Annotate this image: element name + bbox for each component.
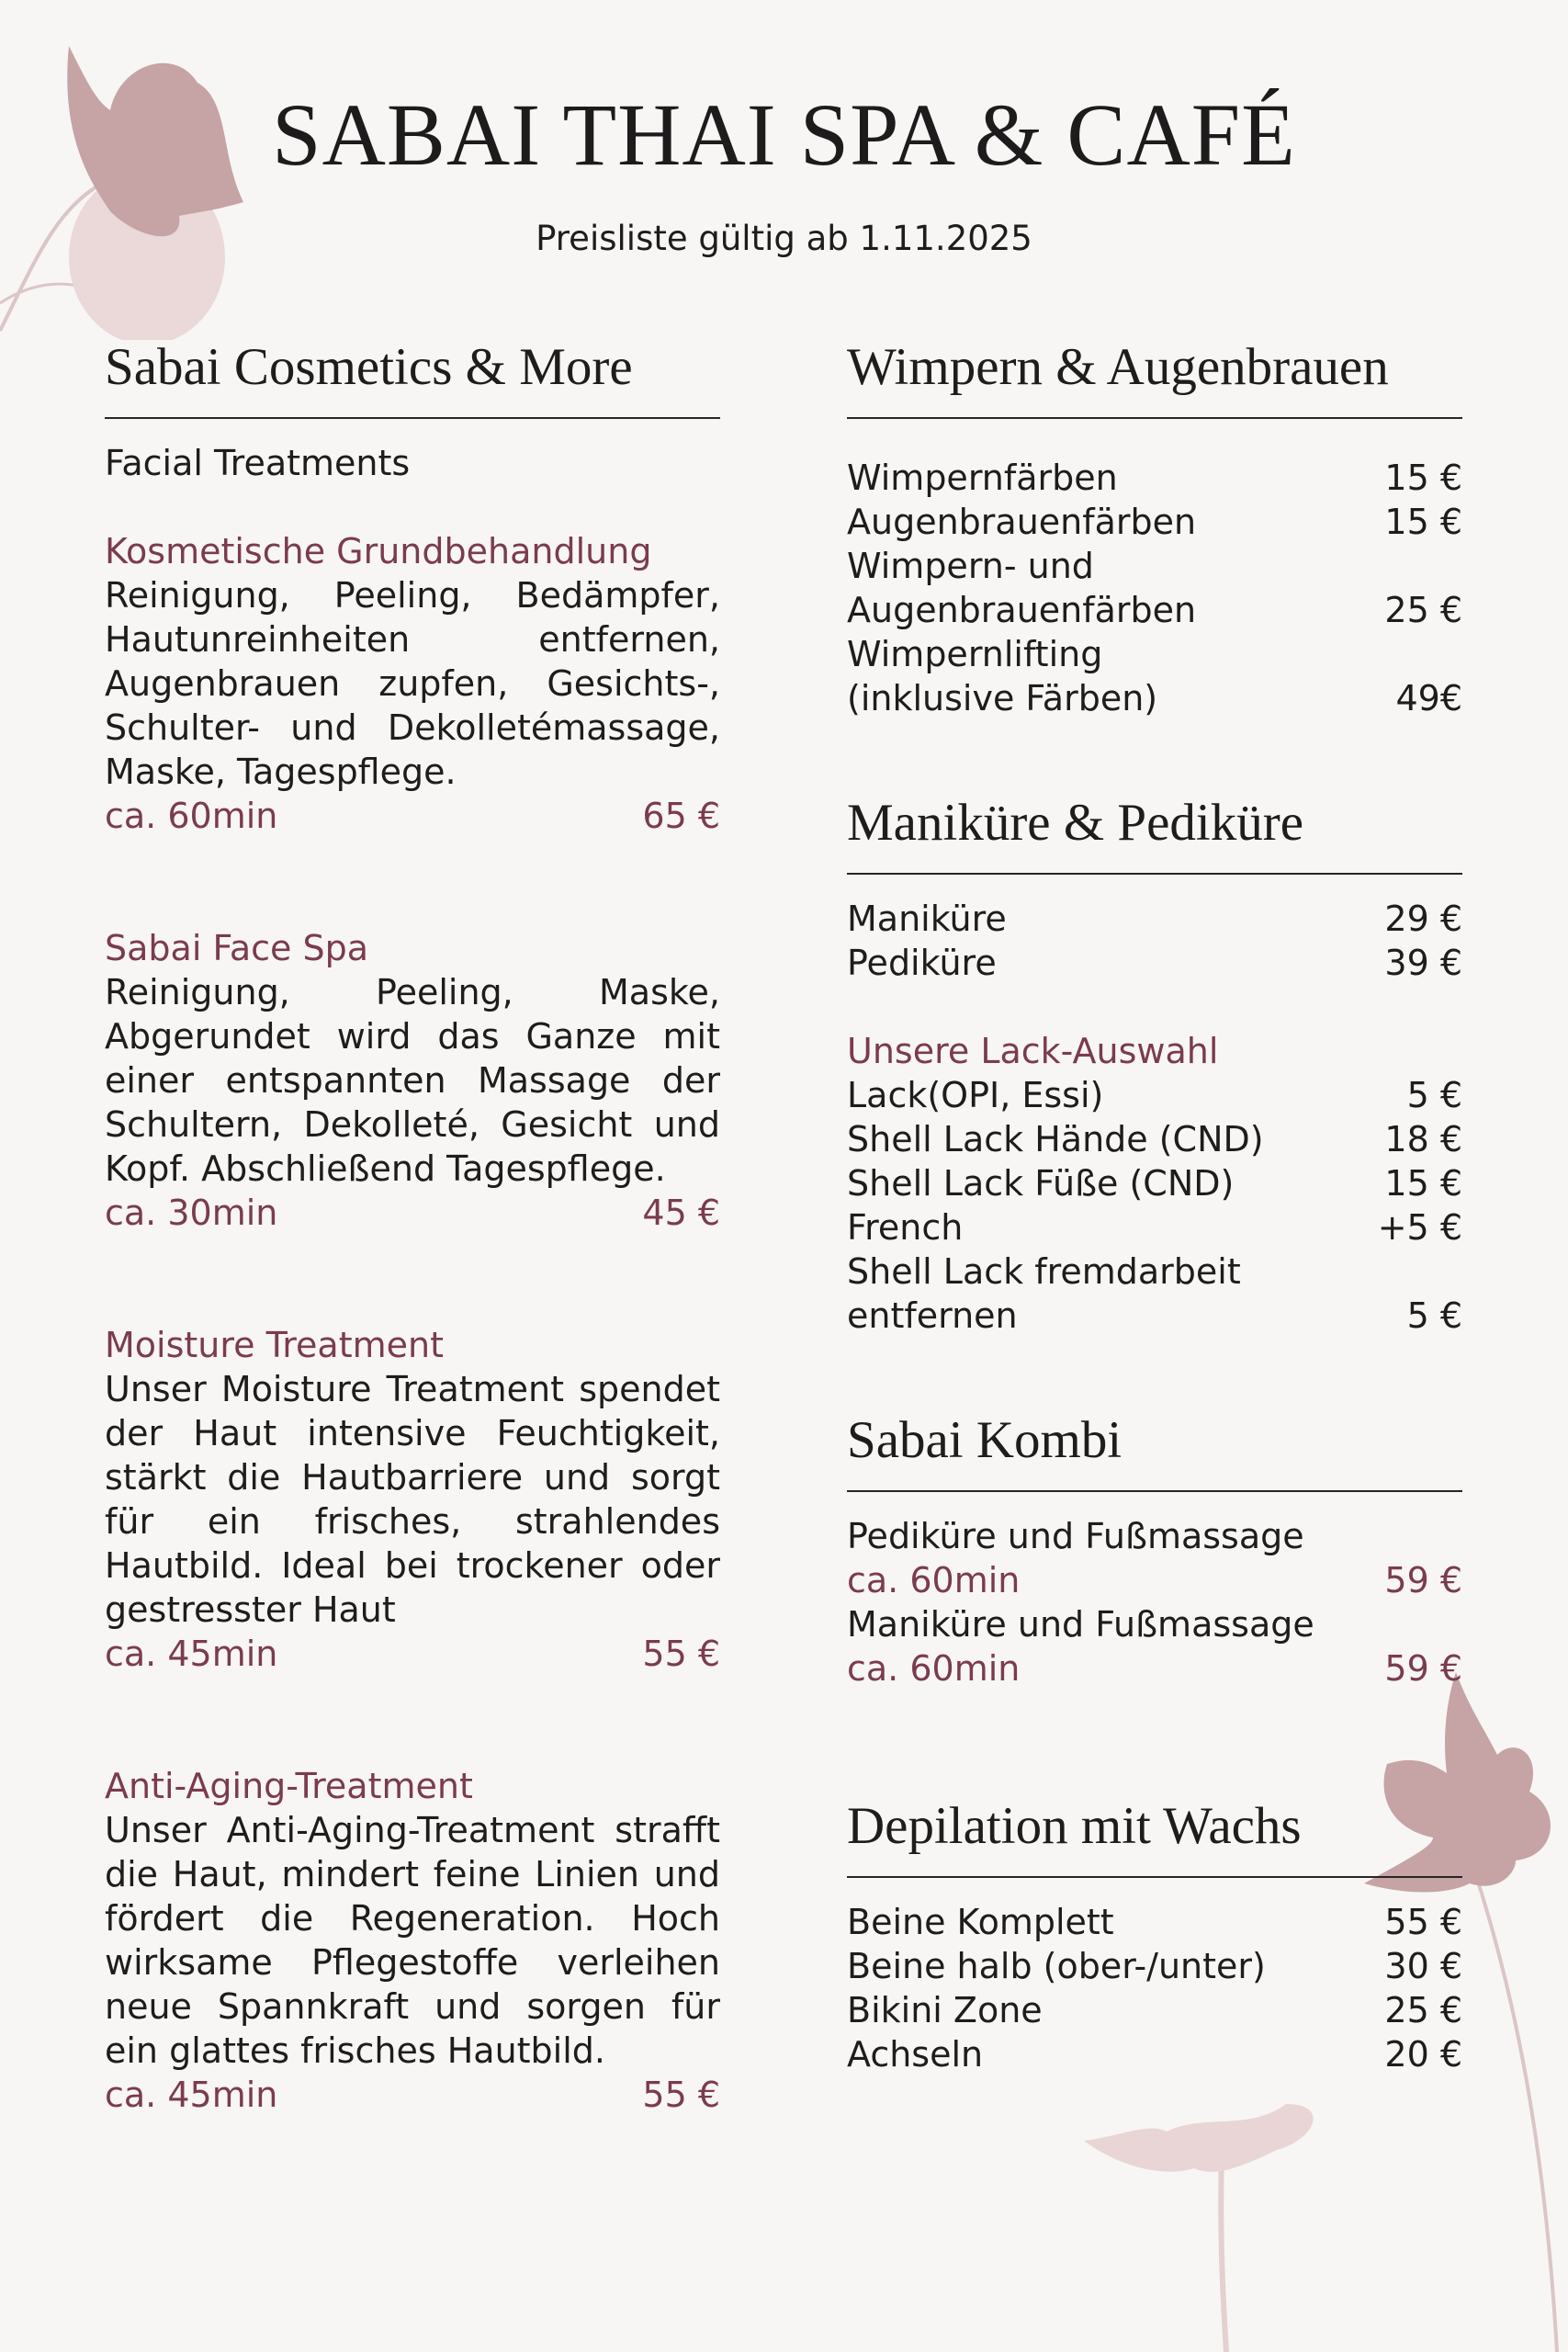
section-heading-kombi: Sabai Kombi xyxy=(847,1404,1462,1492)
price-row xyxy=(847,1073,1462,1117)
service-price: 5 € xyxy=(1406,1295,1462,1336)
service-price: 59 € xyxy=(1384,1648,1462,1689)
treatment-item xyxy=(105,1764,720,2117)
price-row xyxy=(847,544,1462,632)
service-price: 20 € xyxy=(1384,2034,1462,2075)
service-duration: ca. 60min xyxy=(847,1648,1021,1689)
treatment-name: Anti-Aging-Treatment xyxy=(105,1766,473,1806)
service-name: Maniküre und Fußmassage xyxy=(847,1604,1314,1645)
service-name: Wimpernlifting (inklusive Färben) xyxy=(847,634,1158,718)
service-duration: ca. 60min xyxy=(847,1560,1021,1600)
price-row xyxy=(847,632,1462,720)
cosmetics-column xyxy=(105,331,720,2117)
services-column xyxy=(847,331,1462,2143)
service-price: +5 € xyxy=(1377,1207,1462,1248)
service-name: Shell Lack fremdarbeit entfernen xyxy=(847,1251,1241,1336)
service-name: Beine Komplett xyxy=(847,1902,1114,1942)
treatment-duration: ca. 60min xyxy=(105,796,278,836)
service-name: Beine halb (ober-/unter) xyxy=(847,1946,1266,1986)
treatment-meta xyxy=(105,1191,720,1235)
service-name: Lack(OPI, Essi) xyxy=(847,1075,1104,1115)
service-name: Shell Lack Hände (CND) xyxy=(847,1119,1264,1159)
treatment-duration: ca. 30min xyxy=(105,1193,278,1233)
service-price: 15 € xyxy=(1384,502,1462,542)
service-name: Wimpernfärben xyxy=(847,458,1118,498)
treatment-name: Kosmetische Grundbehandlung xyxy=(105,531,652,571)
service-price: 18 € xyxy=(1384,1119,1462,1159)
section-heading-cosmetics: Sabai Cosmetics & More xyxy=(105,331,720,419)
treatment-item xyxy=(105,926,720,1235)
service-price: 30 € xyxy=(1384,1946,1462,1986)
service-name: Pediküre und Fußmassage xyxy=(847,1516,1304,1556)
treatment-price: 55 € xyxy=(642,1634,720,1674)
treatment-meta xyxy=(105,2073,720,2117)
lashes-list xyxy=(847,456,1462,720)
price-row xyxy=(847,456,1462,500)
price-row xyxy=(847,2032,1462,2076)
price-row xyxy=(847,897,1462,941)
facial-treatments-label: Facial Treatments xyxy=(105,443,411,483)
price-row xyxy=(847,1944,1462,1988)
treatment-price: 65 € xyxy=(642,796,720,836)
service-name: Achseln xyxy=(847,2034,984,2075)
treatment-item xyxy=(105,1323,720,1676)
price-row xyxy=(847,941,1462,985)
lashes-section xyxy=(847,331,1462,720)
treatment-duration: ca. 45min xyxy=(105,1634,278,1674)
kombi-list xyxy=(847,1514,1462,1690)
service-price: 49€ xyxy=(1395,678,1462,718)
treatment-name: Sabai Face Spa xyxy=(105,928,368,968)
service-name: Augenbrauenfärben xyxy=(847,502,1197,542)
treatment-description: Reinigung, Peeling, Maske, Abgerundet wird das Ganze mit einer entspannten Massage der Schultern, Dekolleté, Gesicht und Kopf. Abschließend Tagespflege. xyxy=(105,972,720,1189)
section-heading-nails: Maniküre & Pediküre xyxy=(847,786,1462,875)
nails-list xyxy=(847,897,1462,985)
treatment-description: Unser Moisture Treatment spendet der Haut intensive Feuchtigkeit, stärkt die Hautbarriere und sorgt für ein frisches, strahlendes Hautbild. Ideal bei trockener oder gestresster Haut xyxy=(105,1369,720,1630)
kombi-section xyxy=(847,1404,1462,1690)
service-name: Bikini Zone xyxy=(847,1990,1043,2030)
service-meta xyxy=(847,1558,1462,1602)
lack-list xyxy=(847,1073,1462,1338)
service-price: 15 € xyxy=(1384,458,1462,498)
section-heading-lashes: Wimpern & Augenbrauen xyxy=(847,331,1462,419)
service-meta xyxy=(847,1646,1462,1690)
service-price: 29 € xyxy=(1384,899,1462,939)
service-price: 25 € xyxy=(1384,590,1462,630)
lack-selection-label: Unsere Lack-Auswahl xyxy=(847,1031,1219,1071)
service-price: 39 € xyxy=(1384,943,1462,983)
service-name: Shell Lack Füße (CND) xyxy=(847,1163,1235,1204)
price-row xyxy=(847,1250,1462,1338)
service-name: Pediküre xyxy=(847,943,997,983)
nails-section xyxy=(847,786,1462,1338)
wax-section xyxy=(847,1790,1462,2076)
service-name: Wimpern- und Augenbrauenfärben xyxy=(847,546,1197,630)
treatment-price: 55 € xyxy=(642,2075,720,2115)
service-price: 55 € xyxy=(1384,1902,1462,1942)
treatment-duration: ca. 45min xyxy=(105,2075,278,2115)
price-row xyxy=(847,1900,1462,1944)
service-name: French xyxy=(847,1207,964,1248)
treatment-description: Unser Anti-Aging-Treatment strafft die Haut, mindert feine Linien und fördert die Regeneration. Hoch wirksame Pflegestoffe verleihen neue Spannkraft und sorgen für ein glattes frisches Hautbild. xyxy=(105,1810,720,2071)
treatment-name: Moisture Treatment xyxy=(105,1325,444,1365)
price-row xyxy=(847,1117,1462,1161)
service-price: 5 € xyxy=(1406,1075,1462,1115)
treatment-price: 45 € xyxy=(642,1193,720,1233)
service-price: 15 € xyxy=(1384,1163,1462,1204)
price-list-validity: Preisliste gültig ab 1.11.2025 xyxy=(536,219,1032,258)
treatment-description: Reinigung, Peeling, Bedämpfer, Hautunreinheiten entfernen, Augenbrauen zupfen, Gesichts-, Schulter- und Dekolletémassage, Maske, Tagespflege. xyxy=(105,575,720,792)
page-title: SABAI THAI SPA & CAFÉ xyxy=(272,85,1296,184)
wax-list xyxy=(847,1900,1462,2076)
service-price: 59 € xyxy=(1384,1560,1462,1600)
price-row xyxy=(847,1205,1462,1250)
price-row xyxy=(847,1161,1462,1205)
service-price: 25 € xyxy=(1384,1990,1462,2030)
treatment-meta xyxy=(105,1632,720,1676)
treatment-item xyxy=(105,529,720,838)
price-row xyxy=(847,1988,1462,2032)
service-name: Maniküre xyxy=(847,899,1007,939)
section-heading-wax: Depilation mit Wachs xyxy=(847,1790,1462,1878)
treatment-meta xyxy=(105,794,720,838)
price-row xyxy=(847,500,1462,544)
